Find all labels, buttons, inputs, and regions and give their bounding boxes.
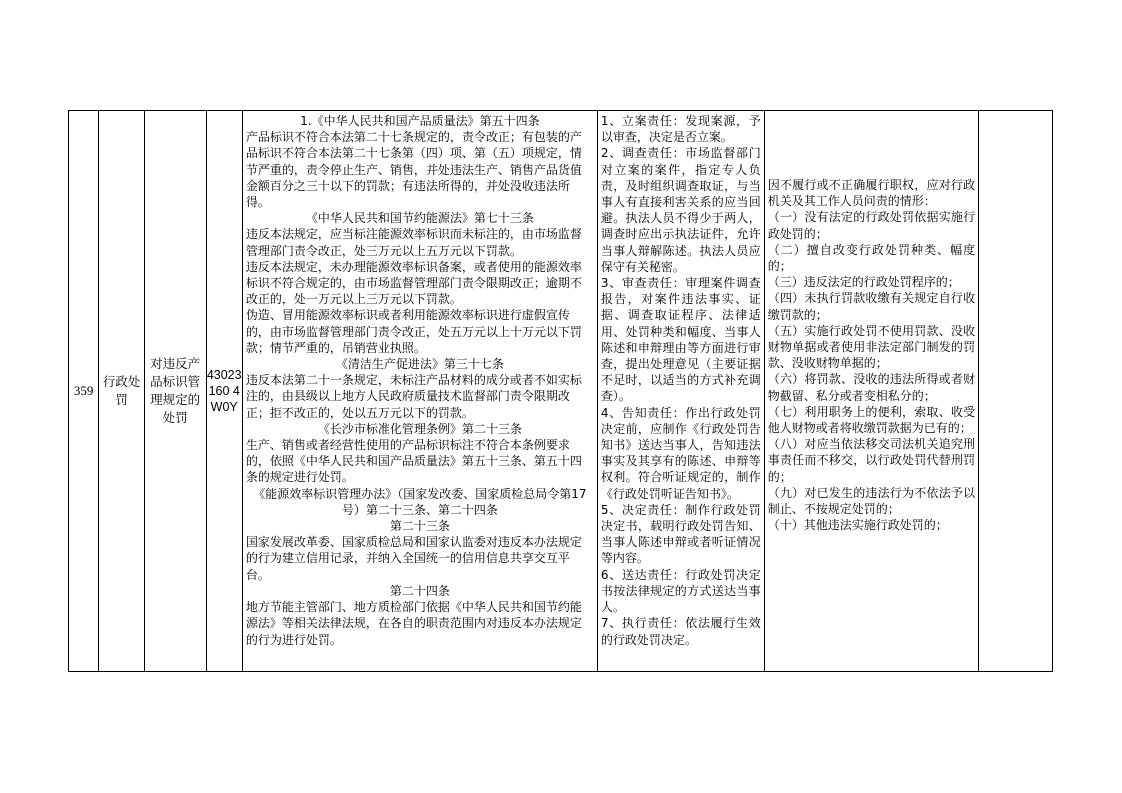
responsibility-item: 6、送达责任：行政处罚决定书按法律规定的方式送达当事人。: [600, 567, 761, 615]
responsibility-item: 4、告知责任：作出行政处罚决定前，应制作《行政处罚告知书》送达当事人，告知违法事实及其享有的陈述、申辩等权利。符合听证规定的，制作《行政处罚听证告知书》。: [600, 405, 761, 501]
row-number-cell: [69, 111, 99, 672]
legal-basis-paragraph: 违反本法第二十一条规定，未标注产品材料的成分或者不如实标注的，由县级以上地方人民政府质量技术监督部门责令限期改正；拒不改正的，处以五万元以下的罚款。: [245, 373, 582, 420]
legal-basis-paragraph: 1.《中华人民共和国产品质量法》第五十四条: [300, 114, 540, 128]
accountability-item: （八）对应当依法移交司法机关追究刑事责任而不移交，以行政处罚代替刑罚的；: [767, 437, 976, 484]
legal-basis-paragraph: 产品标识不符合本法第二十七条规定的，责令改正；有包装的产品标识不符合本法第二十七条第（四）项、第（五）项规定，情节严重的，责令停止生产、销售，并处违法生产、销售产品货值金额百分之三十以下的罚款；有违法所得的，并处没收违法所得。: [245, 130, 582, 210]
accountability-item: 因不履行或不正确履行职权，应对行政机关及其工作人员问责的情形：: [767, 178, 976, 209]
accountability-item: （九）对已发生的违法行为不依法予以制止、不按规定处罚的；: [767, 485, 976, 517]
legal-basis-paragraph: 生产、销售或者经营性使用的产品标识标注不符合本条例要求的，依照《中华人民共和国产品质量法》第五十三条、第五十四条的规定进行处罚。: [245, 438, 582, 485]
legal-basis-paragraph: 伪造、冒用能源效率标识或者利用能源效率标识进行虚假宣传的，由市场监督管理部门责令改正，处五万元以上十万元以下罚款；情节严重的，吊销营业执照。: [245, 308, 582, 355]
legal-basis-paragraph: 《清洁生产促进法》第三十七条: [335, 357, 504, 372]
accountability-item: （五）实施行政处罚不使用罚款、没收财物单据或者使用非法定部门制发的罚款、没收财物单据的；: [767, 323, 976, 371]
responsibility-cell: [597, 111, 764, 672]
note-cell: [979, 111, 1053, 672]
accountability-item: （四）未执行罚款收缴有关规定自行收缴罚款的；: [767, 291, 976, 322]
accountability-item: （一）没有法定的行政处罚依据实施行政处罚的；: [767, 210, 976, 241]
responsibility-item: 3、审查责任：审理案件调查报告，对案件违法事实、证据、调查取证程序、法律适用、处罚种类和幅度、当事人陈述和申辩理由等方面进行审查，提出处理意见（主要证据不足时，以适当的方式补充调查）。: [600, 276, 761, 404]
row-number: 359: [73, 383, 94, 398]
accountability-cell: [764, 111, 978, 672]
legal-basis-paragraph: 第二十三条: [389, 519, 450, 534]
accountability-item: （六）将罚款、没收的违法所得或者财物截留、私分或者变相私分的；: [767, 372, 976, 403]
item-code: 43023160 4W0Y: [206, 368, 242, 414]
table-row: [69, 111, 1053, 672]
legal-basis-paragraph: 地方节能主管部门、地方质检部门依据《中华人民共和国节约能源法》等相关法律法规，在各自的职责范围内对违反本办法规定的行为进行处罚。: [245, 600, 582, 647]
legal-basis-paragraph: 国家发展改革委、国家质检总局和国家认监委对违反本办法规定的行为建立信用记录，并纳入全国统一的信用信息共享交互平台。: [245, 535, 582, 582]
accountability-item: （十）其他违法实施行政处罚的；: [767, 518, 948, 533]
item-name: 对违反产品标识管理规定的处罚: [150, 356, 201, 425]
code-cell: [206, 111, 242, 672]
power-list-table: [68, 110, 1053, 672]
legal-basis-paragraph: 《能源效率标识管理办法》（国家发改委、国家质检总局令第17号）第二十三条、第二十四条: [253, 486, 587, 517]
legal-basis-paragraph: 《中华人民共和国节约能源法》第七十三条: [305, 211, 534, 226]
legal-basis-paragraph: 《长沙市标准化管理条例》第二十三条: [317, 421, 522, 436]
legal-basis-paragraph: 第二十四条: [389, 583, 450, 598]
legal-basis-paragraph: 违反本法规定，未办理能源效率标识备案，或者使用的能源效率标识不符合规定的，由市场监督管理部门责令限期改正；逾期不改正的，处一万元以上三万元以下罚款。: [245, 259, 582, 307]
category-cell: [99, 111, 145, 672]
power-category: 行政处罚: [102, 374, 141, 407]
accountability-item: （七）利用职务上的便利，索取、收受他人财物或者将收缴罚款据为已有的；: [767, 404, 976, 436]
legal-basis-paragraph: 违反本法规定，应当标注能源效率标识而未标注的，由市场监督管理部门责令改正，处三万元以上五万元以下罚款。: [245, 227, 582, 258]
legal-basis-cell: [242, 111, 597, 672]
responsibility-item: 7、执行责任：依法履行生效的行政处罚决定。: [600, 616, 761, 647]
responsibility-item: 2、调查责任：市场监督部门对立案的案件，指定专人负责，及时组织调查取证，与当事人有直接利害关系的应当回避。执法人员不得少于两人，调查时应出示执法证件，允许当事人辩解陈述。执法人员应保守有关秘密。: [600, 146, 761, 274]
responsibility-item: 1、立案责任：发现案源，予以审查，决定是否立案。: [600, 114, 761, 145]
responsibility-item: 5、决定责任：制作行政处罚决定书，载明行政处罚告知、当事人陈述申辩或者听证情况等内容。: [600, 502, 761, 566]
item-name-cell: [144, 111, 206, 672]
accountability-item: （三）违反法定的行政处罚程序的；: [767, 275, 960, 290]
accountability-item: （二）擅自改变行政处罚种类、幅度的；: [767, 242, 976, 274]
